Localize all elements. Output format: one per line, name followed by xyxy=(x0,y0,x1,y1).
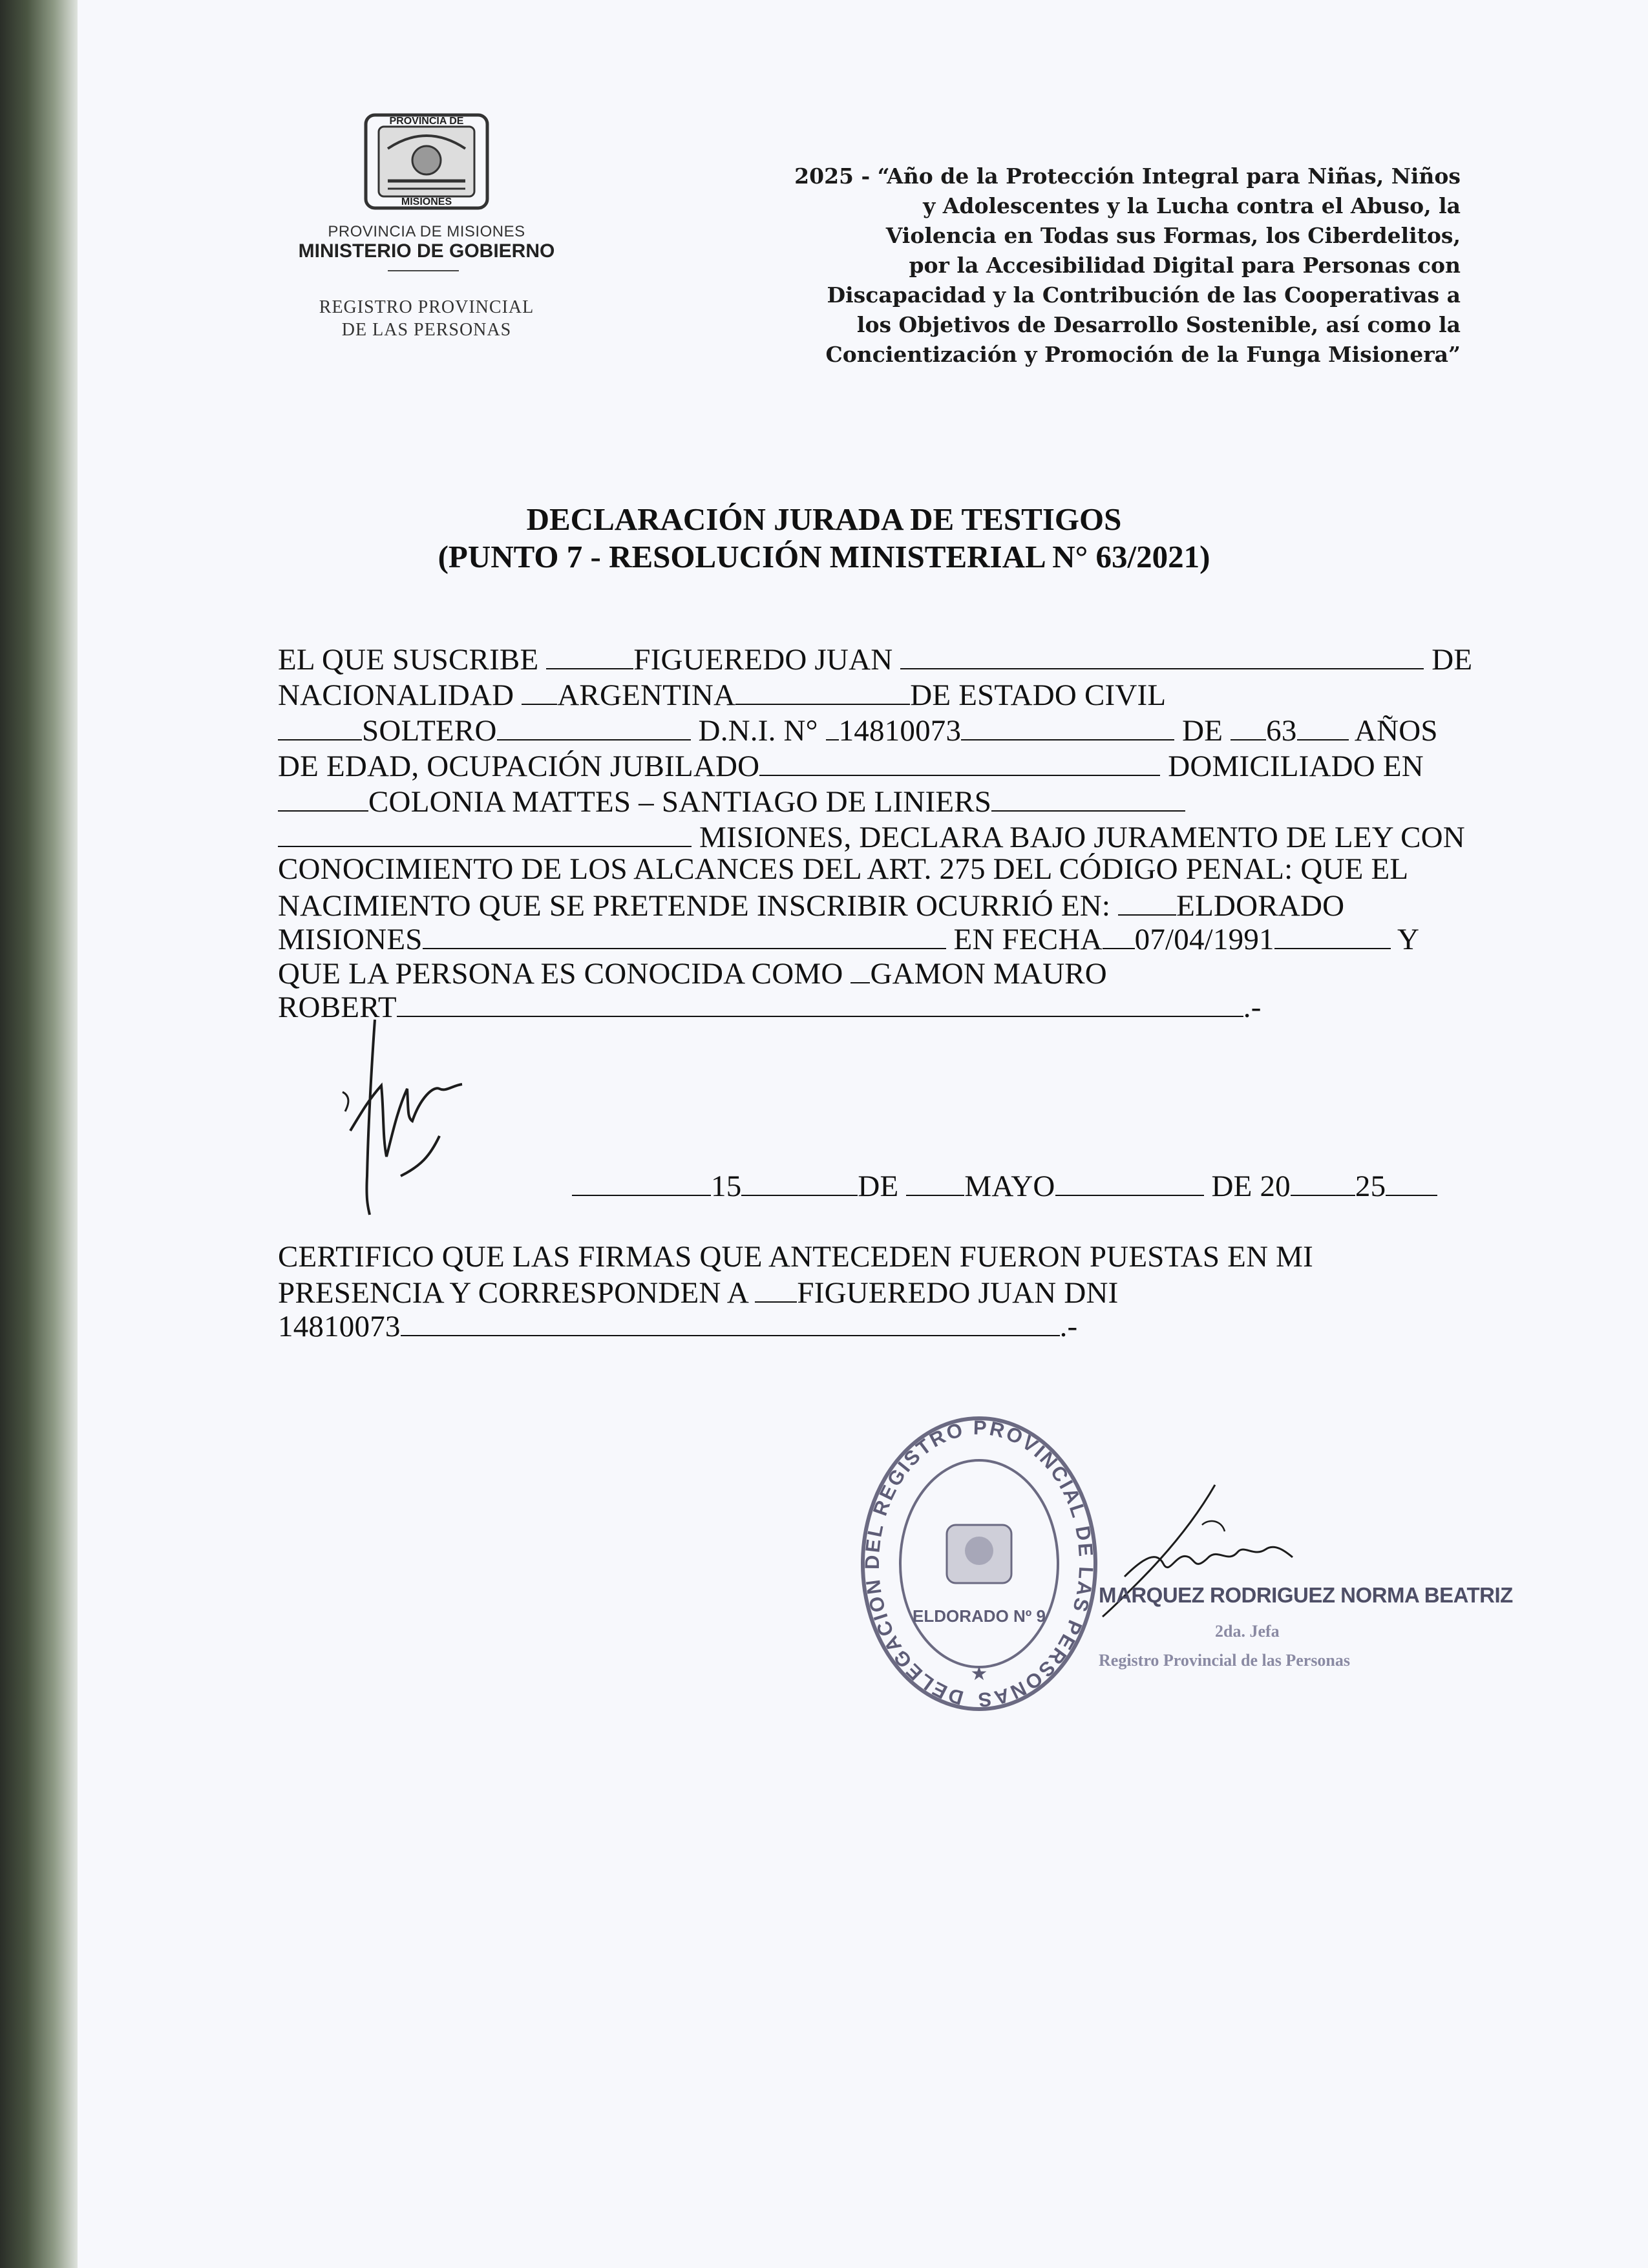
occupation-value: JUBILADO xyxy=(609,750,760,783)
label-ocupacion: DE EDAD, OCUPACIÓN xyxy=(278,750,602,783)
form-line-4 xyxy=(278,746,1424,784)
label-el-que-suscribe: EL QUE SUSCRIBE xyxy=(278,643,539,677)
form-line-9 xyxy=(278,919,1419,957)
emblem-bottom-text: MISIONES xyxy=(401,196,452,207)
label-conocida-como: QUE LA PERSONA ES CONOCIDA COMO xyxy=(278,957,843,991)
emblem-icon xyxy=(349,110,504,213)
motto-line: y Adolescentes y la Lucha contra el Abuso, la xyxy=(923,193,1461,218)
label-de-age: DE xyxy=(1182,714,1223,748)
line-terminator: .- xyxy=(1243,991,1262,1024)
motto-line: Violencia en Todas sus Formas, los Ciberdelitos, xyxy=(885,223,1461,248)
signer-office: Registro Provincial de las Personas xyxy=(1099,1651,1351,1670)
registry-line1: REGISTRO PROVINCIAL xyxy=(319,297,534,317)
emblem-top-text: PROVINCIA DE xyxy=(389,116,464,127)
certification-prefix: PRESENCIA Y CORRESPONDEN A xyxy=(278,1276,748,1310)
scanner-left-edge xyxy=(0,0,78,2268)
form-line-10 xyxy=(278,954,1107,991)
stamp-emblem-icon xyxy=(947,1525,1011,1583)
declaration-text: MISIONES, DECLARA BAJO JURAMENTO DE LEY CON xyxy=(699,821,1465,854)
form-line-2 xyxy=(278,675,1166,713)
form-line-5 xyxy=(278,782,1185,819)
certification-line2 xyxy=(278,1273,1118,1310)
stamp-star: ★ xyxy=(970,1663,988,1685)
ministry-name: MINISTERIO DE GOBIERNO xyxy=(298,240,555,262)
certified-dni: 14810073 xyxy=(278,1310,401,1343)
label-nacionalidad: NACIONALIDAD xyxy=(278,678,514,712)
stamp-inner-text: ELDORADO Nº 9 xyxy=(913,1606,1046,1626)
civil-status-value: SOLTERO xyxy=(362,714,497,748)
known-as-value: GAMON MAURO xyxy=(870,957,1107,991)
line-terminator: .- xyxy=(1059,1310,1078,1343)
certified-person: FIGUEREDO JUAN DNI xyxy=(797,1276,1119,1310)
label-date-de1: DE xyxy=(858,1170,899,1203)
date-month: MAYO xyxy=(964,1170,1055,1203)
signer-name: MARQUEZ RODRIGUEZ NORMA BEATRIZ xyxy=(1099,1583,1513,1607)
declarant-name: FIGUEREDO JUAN xyxy=(633,643,893,677)
birth-date-value: 07/04/1991 xyxy=(1134,923,1274,956)
form-line-1 xyxy=(278,640,1472,677)
address-value: COLONIA MATTES – SANTIAGO DE LINIERS xyxy=(368,785,992,819)
known-as-value-cont: ROBERT xyxy=(278,991,397,1024)
document-title: DECLARACIÓN JURADA DE TESTIGOS xyxy=(526,501,1122,537)
label-y: Y xyxy=(1397,923,1420,956)
age-value: 63 xyxy=(1266,714,1297,748)
birth-place-city: ELDORADO xyxy=(1176,889,1345,923)
form-line-7: CONOCIMIENTO DE LOS ALCANCES DEL ART. 275 DEL CÓDIGO PENAL: QUE EL xyxy=(278,852,1409,886)
signer-role: 2da. Jefa xyxy=(1215,1622,1280,1641)
motto-line: los Objetivos de Desarrollo Sostenible, así como la xyxy=(856,312,1461,337)
label-date-de2: DE 20 xyxy=(1211,1170,1291,1203)
province-emblem xyxy=(349,110,504,213)
official-stamp xyxy=(853,1409,1105,1732)
label-nacimiento: NACIMIENTO QUE SE PRETENDE INSCRIBIR OCURRIÓ EN: xyxy=(278,889,1111,923)
date-day: 15 xyxy=(711,1170,742,1203)
province-name: PROVINCIA DE MISIONES xyxy=(328,223,525,240)
label-anos: AÑOS xyxy=(1354,714,1438,748)
form-line-3 xyxy=(278,711,1438,748)
motto-line: Discapacidad y la Contribución de las Cooperativas a xyxy=(827,282,1461,308)
stamp-ring-text: DELEGACION DEL REGISTRO PROVINCIAL DE LAS PERSONAS xyxy=(860,1416,1098,1712)
motto-line: por la Accesibilidad Digital para Personas con xyxy=(909,253,1461,278)
certification-line3 xyxy=(278,1307,1077,1344)
birth-place-province: MISIONES xyxy=(278,923,423,956)
date-year: 25 xyxy=(1355,1170,1386,1203)
form-line-6 xyxy=(278,817,1465,855)
registry-line2: DE LAS PERSONAS xyxy=(341,320,512,340)
label-estado-civil: DE ESTADO CIVIL xyxy=(910,678,1167,712)
header-divider xyxy=(388,270,459,271)
declarant-signature xyxy=(336,1014,530,1228)
certification-line1: CERTIFICO QUE LAS FIRMAS QUE ANTECEDEN FUERON PUESTAS EN MI xyxy=(278,1240,1313,1274)
year-motto xyxy=(685,162,1461,370)
document-subtitle: (PUNTO 7 - RESOLUCIÓN MINISTERIAL N° 63/2021) xyxy=(438,539,1210,574)
label-dni: D.N.I. N° xyxy=(698,714,818,748)
dni-value: 14810073 xyxy=(838,714,962,748)
label-domiciliado: DOMICILIADO EN xyxy=(1168,750,1424,783)
motto-line: 2025 - “Año de la Protección Integral para Niñas, Niños xyxy=(794,163,1461,189)
label-de: DE xyxy=(1431,643,1473,677)
motto-line: Concientización y Promoción de la Funga Misionera” xyxy=(825,342,1461,367)
label-fecha: EN FECHA xyxy=(953,923,1103,956)
date-line xyxy=(572,1166,1437,1204)
form-line-8 xyxy=(278,886,1344,923)
nationality-value: ARGENTINA xyxy=(557,678,736,712)
